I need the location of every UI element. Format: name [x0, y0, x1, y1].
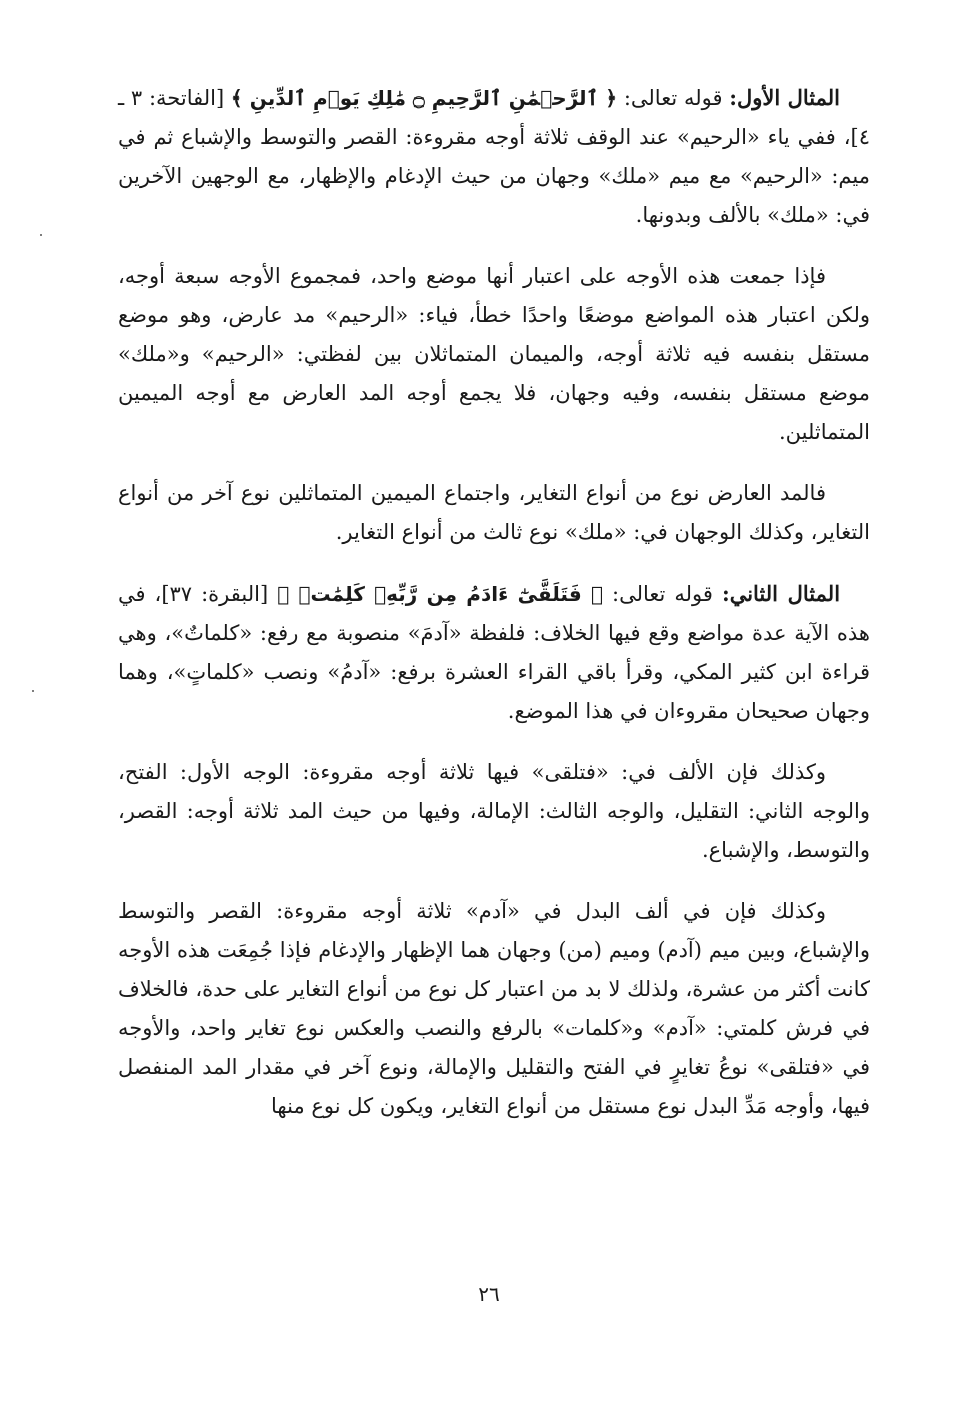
quran-verse-fatiha: ﴿ ٱلرَّحۡمَٰنِ ٱلرَّحِيمِ ۝ مَٰلِكِ يَوۡمِ ٱلدِّينِ ﴾ — [230, 86, 618, 110]
example-one-body: [الفاتحة: ٣ ـ ٤]، ففي ياء «الرحيم» عند الوقف ثلاثة أوجه مقروءة: القصر والتوسط والإشباع ثم في ميم: «الرحيم» مع ميم «ملك» وجهان من حيث الإدغام والإظهار، مع الوجهين الآخرين في: «ملك» بالألف وبدونها. — [118, 86, 870, 227]
paragraph-combined-aspects: فإذا جمعت هذه الأوجه على اعتبار أنها موضع واحد، فمجموع الأوجه سبعة أوجه، ولكن اعتبار هذه المواضع موضعًا واحدًا خطأ، فياء: «الرحيم» مد عارض، وهو موضع مستقل بنفسه فيه ثلاثة أوجه، والميمان المتماثلان بين لفظتي: «الرحيم» و«ملك» موضع مستقل بنفسه، وفيه وجهان، فلا يجمع أوجه المد العارض مع أوجه الميمين المتماثلين. — [118, 264, 870, 444]
paragraph-alif-badal: وكذلك فإن في ألف البدل في «آدم» ثلاثة أوجه مقروءة: القصر والتوسط والإشباع، وبين ميم (آدم) وميم (من) وجهان هما الإظهار والإدغام فإذا جُمِعَت هذه الأوجه كانت أكثر من عشرة، ولذلك لا بد من اعتبار كل نوع من أنواع التغاير على حدة، فالخلاف في فرش كلمتي: «آدم» و«كلمات» بالرفع والنصب والعكس نوع تغاير واحد، والأوجه في «فتلقى» نوعُ تغايرٍ في الفتح والتقليل والإمالة، ونوع آخر في مقدار المد المنفصل فيها، وأوجه مَدِّ البدل نوع مستقل من أنواع التغاير، ويكون كل نوع منها — [118, 899, 870, 1118]
paragraph-example-one — [118, 78, 870, 235]
scan-speck — [40, 234, 42, 236]
paragraph-alif-fatalaqqa: وكذلك فإن الألف في: «فتلقى» فيها ثلاثة أوجه مقروءة: الوجه الأول: الفتح، والوجه الثاني: التقليل، والوجه الثالث: الإمالة، وفيها من حيث المد ثلاثة أوجه: القصر، والتوسط، والإشباع. — [118, 760, 870, 862]
example-one-intro: قوله تعالى: — [617, 86, 730, 110]
scan-speck — [32, 690, 34, 692]
example-one-heading: المثال الأول: — [729, 85, 840, 110]
paragraph-variation-types: فالمد العارض نوع من أنواع التغاير، واجتماع الميمين المتماثلين نوع آخر من أنواع التغاير، وكذلك الوجهان في: «ملك» نوع ثالث من أنواع التغاير. — [118, 481, 870, 544]
page-body — [118, 78, 870, 1148]
quran-verse-baqara: ﴿ فَتَلَقَّىٰٓ ءَادَمُ مِن رَّبِّهِۦ كَلِمَٰتٖ ﴾ — [277, 582, 603, 606]
example-two-body: [البقرة: ٣٧]، في هذه الآية عدة مواضع وقع فيها الخلاف: فلفظة «آدمَ» منصوبة مع رفع: «كلماتٌ»، وهي قراءة ابن كثير المكي، وقرأ باقي القراء العشرة برفع: «آدمُ» ونصب «كلماتٍ»، وهما وجهان صحيحان مقروءان في هذا الموضع. — [118, 582, 870, 723]
example-two-heading: المثال الثاني: — [721, 581, 841, 606]
example-two-intro: قوله تعالى: — [602, 582, 722, 606]
paragraph-example-two — [118, 574, 870, 731]
page-number: ٢٦ — [478, 1282, 500, 1306]
